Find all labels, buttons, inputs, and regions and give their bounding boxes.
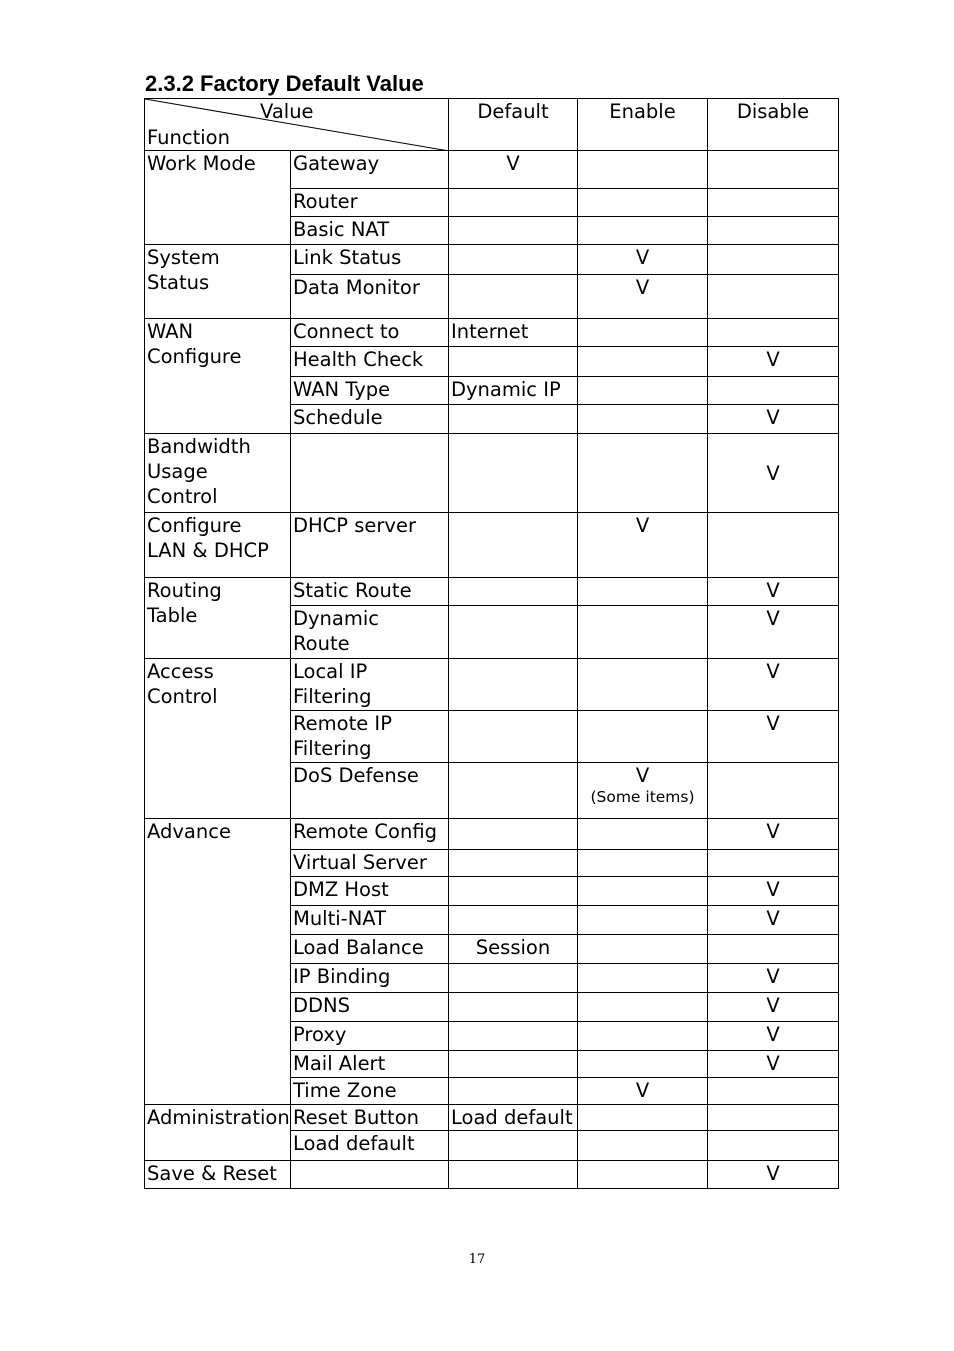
default-cell: Dynamic IP [449, 377, 578, 405]
default-cell [449, 578, 578, 606]
enable-cell [578, 711, 708, 763]
disable-cell [708, 1078, 839, 1105]
header-value-label: Value [260, 100, 314, 123]
enable-cell [578, 377, 708, 405]
default-cell [449, 275, 578, 319]
table-row [145, 1105, 839, 1131]
item-label: Basic NAT [291, 217, 449, 245]
group-label: Work Mode [145, 151, 291, 245]
table-row [145, 578, 839, 606]
item-label: Virtual Server [291, 850, 449, 877]
default-cell [449, 1022, 578, 1051]
disable-cell [708, 1105, 839, 1131]
default-cell [449, 819, 578, 850]
default-cell [449, 217, 578, 245]
enable-cell [578, 606, 708, 659]
item-label [291, 434, 449, 513]
default-cell [449, 606, 578, 659]
disable-cell: V [708, 877, 839, 906]
item-label: Reset Button [291, 1105, 449, 1131]
item-label: DoS Defense [291, 763, 449, 819]
item-label: DDNS [291, 993, 449, 1022]
disable-cell [708, 513, 839, 578]
table-row [145, 434, 839, 513]
disable-cell: V [708, 819, 839, 850]
disable-cell [708, 245, 839, 275]
default-cell [449, 964, 578, 993]
default-cell [449, 906, 578, 935]
item-label: Router [291, 189, 449, 217]
default-cell [449, 993, 578, 1022]
item-label: Remote IP Filtering [291, 711, 449, 763]
enable-cell: V [578, 245, 708, 275]
default-cell: Internet [449, 319, 578, 347]
default-cell [449, 189, 578, 217]
section-heading: 2.3.2 Factory Default Value [145, 71, 424, 96]
enable-cell [578, 319, 708, 347]
default-cell: Load default [449, 1105, 578, 1131]
default-cell [449, 850, 578, 877]
enable-cell [578, 217, 708, 245]
disable-cell: V [708, 964, 839, 993]
group-label: System Status [145, 245, 291, 319]
default-cell [449, 1051, 578, 1078]
disable-cell: V [708, 1022, 839, 1051]
item-label: DHCP server [291, 513, 449, 578]
enable-cell [578, 1131, 708, 1161]
disable-cell: V [708, 434, 839, 513]
enable-cell [578, 819, 708, 850]
default-cell [449, 513, 578, 578]
enable-cell [578, 578, 708, 606]
group-label: Access Control [145, 659, 291, 819]
disable-cell [708, 850, 839, 877]
item-label: Gateway [291, 151, 449, 189]
header-function-label: Function [147, 126, 230, 149]
disable-cell [708, 935, 839, 964]
item-label [291, 1161, 449, 1189]
default-cell [449, 659, 578, 711]
group-label: Administration [145, 1105, 291, 1161]
header-diagonal-cell [145, 99, 449, 151]
header-default: Default [449, 99, 578, 151]
table-row [145, 513, 839, 578]
enable-cell [578, 935, 708, 964]
item-label: Schedule [291, 405, 449, 434]
disable-cell [708, 763, 839, 819]
enable-cell [578, 189, 708, 217]
item-label: Data Monitor [291, 275, 449, 319]
item-label: DMZ Host [291, 877, 449, 906]
default-cell [449, 1131, 578, 1161]
enable-cell [578, 763, 708, 819]
default-cell [449, 877, 578, 906]
table-row [145, 151, 839, 189]
page-number: 17 [468, 1252, 486, 1267]
default-cell [449, 763, 578, 819]
item-label: Link Status [291, 245, 449, 275]
disable-cell [708, 151, 839, 189]
enable-cell [578, 850, 708, 877]
default-cell [449, 1161, 578, 1189]
item-label: Dynamic Route [291, 606, 449, 659]
enable-cell [578, 434, 708, 513]
disable-cell [708, 1131, 839, 1161]
default-cell [449, 347, 578, 377]
group-label: Advance [145, 819, 291, 1105]
item-label: Remote Config [291, 819, 449, 850]
disable-cell: V [708, 405, 839, 434]
table-row [145, 659, 839, 711]
disable-cell [708, 275, 839, 319]
default-cell [449, 1078, 578, 1105]
table-row [145, 1161, 839, 1189]
table-row [145, 245, 839, 275]
enable-cell [578, 1022, 708, 1051]
enable-mark: V [635, 764, 650, 787]
item-label: Static Route [291, 578, 449, 606]
enable-cell [578, 1161, 708, 1189]
group-label: Routing Table [145, 578, 291, 659]
item-label: Load Balance [291, 935, 449, 964]
disable-cell: V [708, 659, 839, 711]
enable-cell [578, 659, 708, 711]
disable-cell: V [708, 1161, 839, 1189]
default-cell [449, 405, 578, 434]
item-label: Mail Alert [291, 1051, 449, 1078]
item-label: Connect to [291, 319, 449, 347]
disable-cell [708, 217, 839, 245]
enable-cell [578, 347, 708, 377]
disable-cell [708, 319, 839, 347]
factory-default-table [144, 98, 839, 1189]
item-label: Local IP Filtering [291, 659, 449, 711]
item-label: Load default [291, 1131, 449, 1161]
header-disable: Disable [708, 99, 839, 151]
enable-cell [578, 405, 708, 434]
default-cell: Session [449, 935, 578, 964]
default-cell [449, 434, 578, 513]
table-row [145, 819, 839, 850]
table-header-row [145, 99, 839, 151]
table-row [145, 319, 839, 347]
disable-cell: V [708, 347, 839, 377]
header-enable: Enable [578, 99, 708, 151]
disable-cell: V [708, 1051, 839, 1078]
enable-note: (Some items) [590, 788, 695, 806]
default-cell [449, 245, 578, 275]
disable-cell [708, 377, 839, 405]
disable-cell: V [708, 578, 839, 606]
enable-cell [578, 1051, 708, 1078]
disable-cell: V [708, 906, 839, 935]
enable-cell: V [578, 1078, 708, 1105]
group-label: WAN Configure [145, 319, 291, 434]
disable-cell: V [708, 606, 839, 659]
enable-cell: V [578, 275, 708, 319]
enable-cell [578, 1105, 708, 1131]
enable-cell [578, 151, 708, 189]
group-label: Bandwidth Usage Control [145, 434, 291, 513]
enable-cell [578, 877, 708, 906]
default-cell [449, 711, 578, 763]
disable-cell [708, 189, 839, 217]
group-label: Configure LAN & DHCP [145, 513, 291, 578]
disable-cell: V [708, 993, 839, 1022]
item-label: WAN Type [291, 377, 449, 405]
disable-cell: V [708, 711, 839, 763]
item-label: IP Binding [291, 964, 449, 993]
group-label: Save & Reset [145, 1161, 291, 1189]
item-label: Multi-NAT [291, 906, 449, 935]
enable-cell: V [578, 513, 708, 578]
enable-cell [578, 906, 708, 935]
item-label: Proxy [291, 1022, 449, 1051]
enable-cell [578, 993, 708, 1022]
default-cell: V [449, 151, 578, 189]
item-label: Health Check [291, 347, 449, 377]
enable-cell [578, 964, 708, 993]
item-label: Time Zone [291, 1078, 449, 1105]
